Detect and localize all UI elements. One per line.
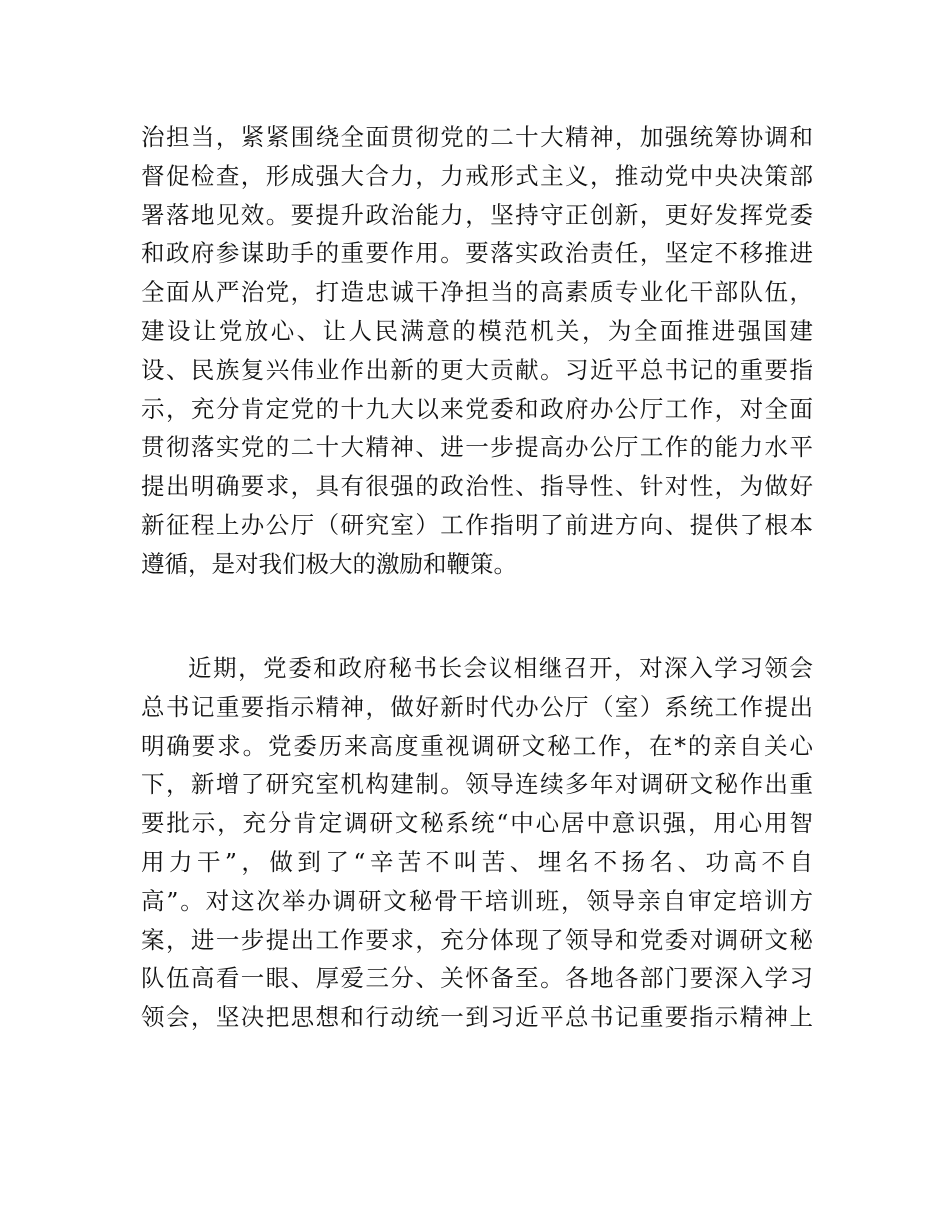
paragraph-line: 用力干”，做到了“辛苦不叫苦、埋名不扬名、功高不自 bbox=[141, 847, 813, 876]
paragraph-line: 和政府参谋助手的重要作用。要落实政治责任，坚定不移推进 bbox=[141, 239, 813, 268]
paragraph-line: 遵循，是对我们极大的激励和鞭策。 bbox=[141, 549, 517, 578]
paragraph-line: 总书记重要指示精神，做好新时代办公厅（室）系统工作提出 bbox=[141, 692, 813, 721]
paragraph-line: 领会，坚决把思想和行动统一到习近平总书记重要指示精神上 bbox=[141, 1003, 813, 1032]
paragraph-line: 要批示，充分肯定调研文秘系统“中心居中意识强，用心用智 bbox=[141, 809, 813, 838]
paragraph-line: 署落地见效。要提升政治能力，坚持守正创新，更好发挥党委 bbox=[141, 200, 813, 229]
paragraph-line: 高”。对这次举办调研文秘骨干培训班，领导亲自审定培训方 bbox=[141, 886, 813, 915]
paragraph-line: 督促检查，形成强大合力，力戒形式主义，推动党中央决策部 bbox=[141, 161, 813, 190]
paragraph-line: 下，新增了研究室机构建制。领导连续多年对调研文秘作出重 bbox=[141, 770, 813, 799]
paragraph-line: 治担当，紧紧围绕全面贯彻党的二十大精神，加强统筹协调和 bbox=[141, 123, 813, 151]
paragraph-line: 近期，党委和政府秘书长会议相继召开，对深入学习领会 bbox=[188, 654, 813, 682]
paragraph-1 bbox=[141, 118, 813, 584]
paragraph-line: 全面从严治党，打造忠诚干净担当的高素质专业化干部队伍， bbox=[141, 278, 813, 307]
paragraph-line: 提出明确要求，具有很强的政治性、指导性、针对性，为做好 bbox=[141, 472, 813, 501]
paragraph-line: 建设让党放心、让人民满意的模范机关，为全面推进强国建 bbox=[141, 316, 813, 345]
paragraph-line: 设、民族复兴伟业作出新的更大贡献。习近平总书记的重要指 bbox=[141, 355, 813, 384]
paragraph-line: 示，充分肯定党的十九大以来党委和政府办公厅工作，对全面 bbox=[141, 394, 813, 423]
paragraph-line: 贯彻落实党的二十大精神、进一步提高办公厅工作的能力水平 bbox=[141, 433, 813, 462]
paragraph-line: 队伍高看一眼、厚爱三分、关怀备至。各地各部门要深入学习 bbox=[141, 964, 813, 993]
paragraph-line: 明确要求。党委历来高度重视调研文秘工作，在*的亲自关心 bbox=[141, 731, 813, 760]
paragraph-2 bbox=[141, 649, 813, 1037]
paragraph-line: 案，进一步提出工作要求，充分体现了领导和党委对调研文秘 bbox=[141, 925, 813, 954]
paragraph-line: 新征程上办公厅（研究室）工作指明了前进方向、提供了根本 bbox=[141, 510, 813, 539]
